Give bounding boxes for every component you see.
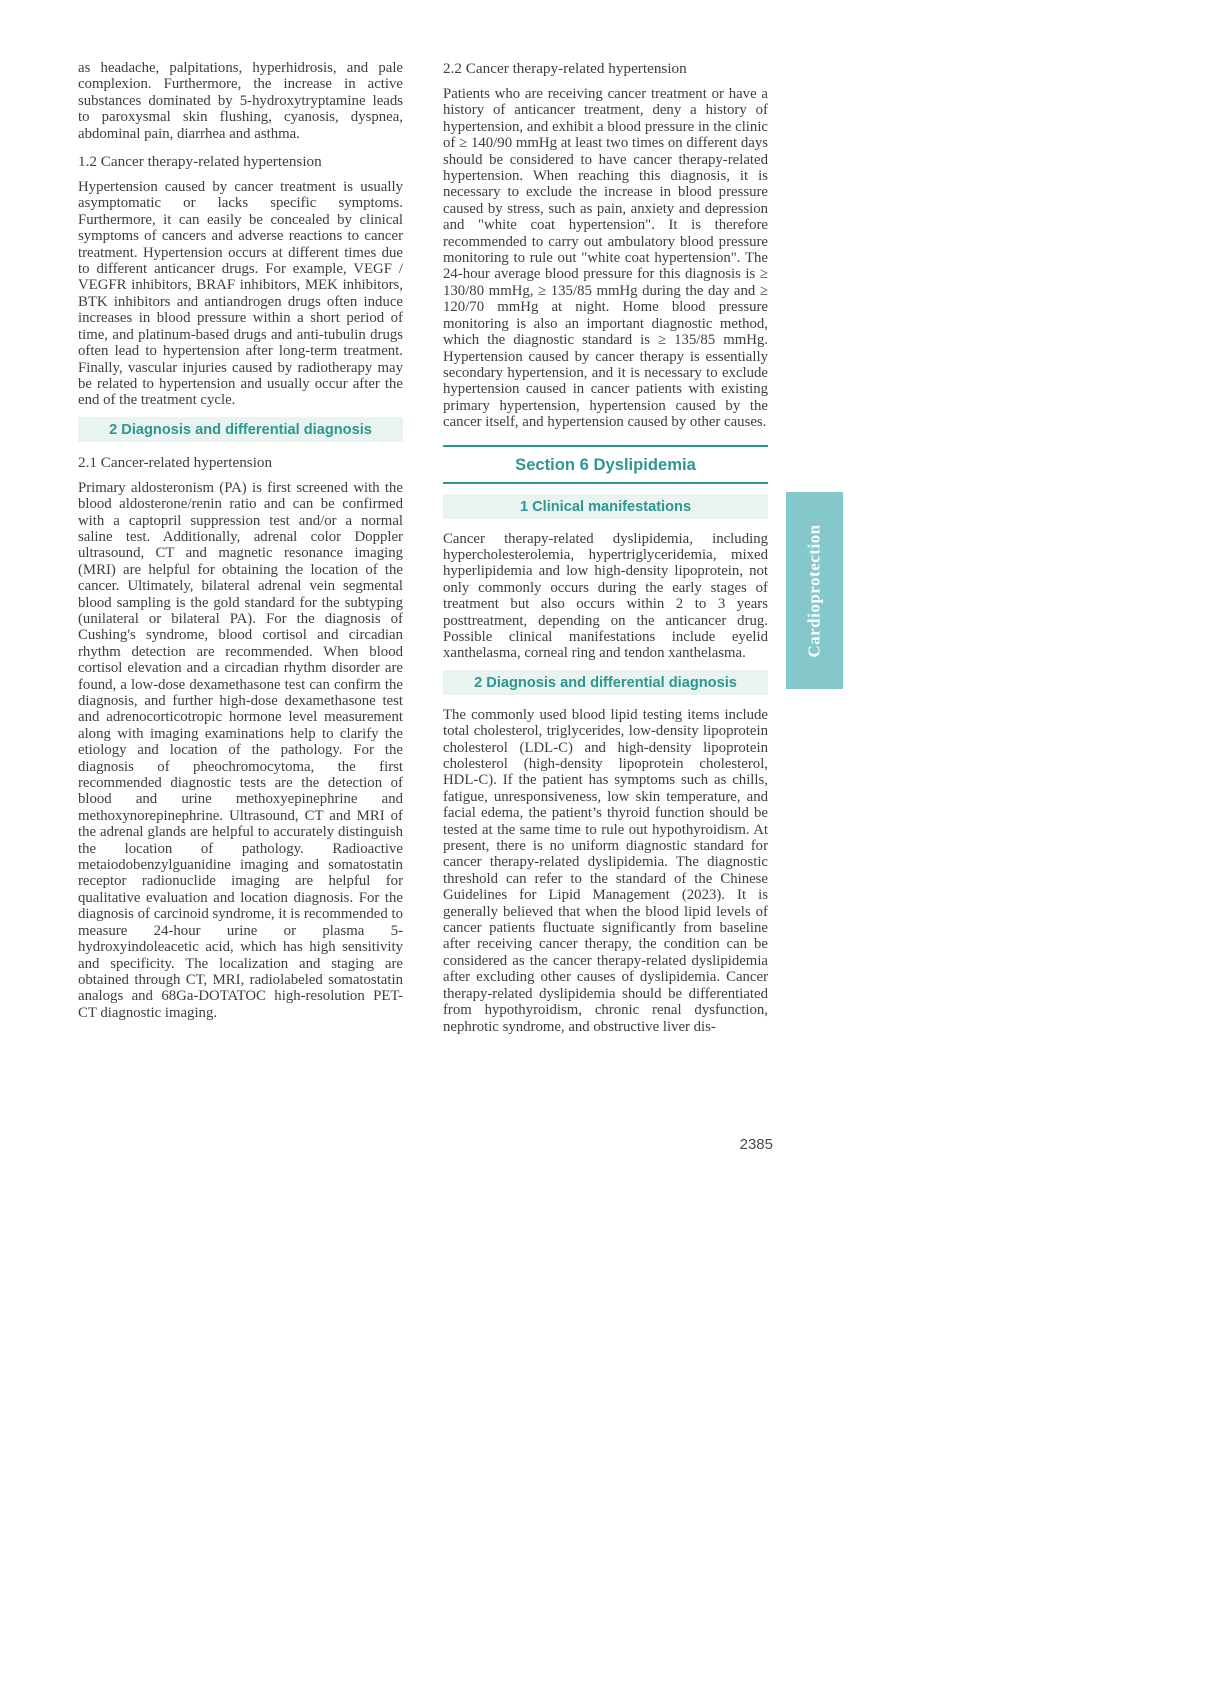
left-column [78, 60, 403, 1028]
paragraph-dyslipidemia-diagnosis-body: The commonly used blood lipid testing items include total cholesterol, triglycerides, low-density lipoprotein cholesterol (LDL-C) and high-density lipoprotein cholesterol (high-density lipoprotein cholesterol, HDL-C). If the patient has symptoms such as chills, fatigue, unresponsiveness, low skin temperature, and facial edema, the patient’s thyroid function should be tested at the same time to rule out hypothyroidism. At present, there is no uniform diagnostic standard for cancer therapy-related dyslipidemia. The diagnostic threshold can refer to the standard of the Chinese Guidelines for Lipid Management (2023). It is generally believed that when the blood lipid levels of cancer patients fluctuate significantly from baseline after receiving cancer therapy, the condition can be considered as the cancer therapy-related dyslipidemia after excluding other causes of dyslipidemia. Cancer therapy-related dyslipidemia should be differentiated from hypothyroidism, chronic renal dysfunction, nephrotic syndrome, and obstructive liver dis- [443, 706, 768, 1035]
section-heading-dyslipidemia: Section 6 Dyslipidemia [443, 445, 768, 484]
bar-heading-diagnosis-differential: 2 Diagnosis and differential diagnosis [78, 417, 403, 442]
paragraph-clinical-manifestations-body: Cancer therapy-related dyslipidemia, including hypercholesterolemia, hypertriglyceridemia, mixed hyperlipidemia and low high-density lipoprotein, not only commonly occurs during the early stages of treatment but also occurs within 2 to 3 years posttreatment, depending on the anticancer drug. Possible clinical manifestations include eyelid xanthelasma, corneal ring and tendon xanthelasma. [443, 530, 768, 662]
heading-1-2-cancer-therapy-related-hypertension: 1.2 Cancer therapy-related hypertension [78, 153, 322, 171]
page-number: 2385 [739, 1136, 773, 1153]
paragraph-2-2-body: Patients who are receiving cancer treatment or have a history of anticancer treatment, deny a history of hypertension, and exhibit a blood pressure in the clinic of ≥ 140/90 mmHg at least two times on different days should be considered to have cancer therapy-related hypertension. When reaching this diagnosis, it is necessary to exclude the increase in blood pressure caused by stress, such as pain, anxiety and depression and "white coat hypertension". It is therefore recommended to carry out ambulatory blood pressure monitoring to rule out "white coat hypertension". The 24-hour average blood pressure for this diagnosis is ≥ 130/80 mmHg, ≥ 135/85 mmHg during the day and ≥ 120/70 mmHg at night. Home blood pressure monitoring is also an important diagnostic method, which the diagnostic standard is ≥ 135/85 mmHg. Hypertension caused by cancer therapy is essentially secondary hypertension, and it is necessary to exclude hypertension caused in cancer patients with existing primary hypertension, hypertension caused by the cancer itself, and hypertension caused by other causes. [443, 86, 768, 431]
paragraph-2-1-body: Primary aldosteronism (PA) is first screened with the blood aldosterone/renin ratio and can be confirmed with a captopril suppression test and/or a normal saline test. Additionally, adrenal color Doppler ultrasound, CT and magnetic resonance imaging (MRI) are helpful for obtaining the location of the cancer. Ultimately, bilateral adrenal vein segmental blood sampling is the gold standard for the subtyping (unilateral or bilateral PA). For the diagnosis of Cushing's syndrome, blood cortisol and circadian rhythm detection are recommended. When blood cortisol elevation and a circadian rhythm disorder are found, a low-dose dexamethasone test can confirm the diagnosis, and further high-dose dexamethasone test and adrenocorticotropic hormone level measurement along with imaging examinations help to clarify the etiology and location of the pathology. For the diagnosis of pheochromocytoma, the first recommended diagnostic tests are the detection of blood and urine methoxyepinephrine and methoxynorepinephrine. Ultrasound, CT and MRI of the adrenal glands are helpful to accurately distinguish the location of pathology. Radioactive metaiodobenzylguanidine imaging and somatostatin receptor radionuclide imaging are helpful for qualitative evaluation and location diagnosis. For the diagnosis of carcinoid syndrome, it is recommended to measure 24-hour urine or plasma 5-hydroxyindoleacetic acid, which has high sensitivity and specificity. The localization and staging are obtained through CT, MRI, radiolabeled somatostatin analogs and 68Ga-DOTATOC high-resolution PET-CT diagnostic imaging. [78, 479, 403, 1021]
cardioprotection-side-tab [786, 492, 843, 689]
paragraph-1-2-body: Hypertension caused by cancer treatment is usually asymptomatic or lacks specific symptoms. Furthermore, it can easily be concealed by clinical symptoms of cancers and adverse reactions to cancer treatment. Hypertension occurs at different times due to different anticancer drugs. For example, VEGF / VEGFR inhibitors, BRAF inhibitors, MEK inhibitors, BTK inhibitors and antiandrogen drugs often induce increases in blood pressure within a short period of time, and platinum-based drugs and anti-tubulin drugs often lead to hypertension after long-term treatment. Finally, vascular injuries caused by radiotherapy may be related to hypertension and usually occur after the end of the treatment cycle. [78, 179, 403, 409]
paragraph-clinical-symptoms-continuation: as headache, palpitations, hyperhidrosis, and pale complexion. Furthermore, the increase in active substances dominated by 5-hydroxytryptamine leads to paroxysmal skin flushing, cyanosis, dyspnea, abdominal pain, diarrhea and asthma. [78, 60, 403, 142]
heading-2-1-cancer-related-hypertension: 2.1 Cancer-related hypertension [78, 453, 273, 471]
heading-2-2-cancer-therapy-related-hypertension: 2.2 Cancer therapy-related hypertension [443, 60, 687, 77]
bar-heading-diagnosis-differential-dyslipidemia: 2 Diagnosis and differential diagnosis [443, 670, 768, 695]
right-column [443, 60, 768, 1042]
cardioprotection-tab-label: Cardioprotection [804, 523, 824, 658]
bar-heading-clinical-manifestations: 1 Clinical manifestations [443, 494, 768, 519]
